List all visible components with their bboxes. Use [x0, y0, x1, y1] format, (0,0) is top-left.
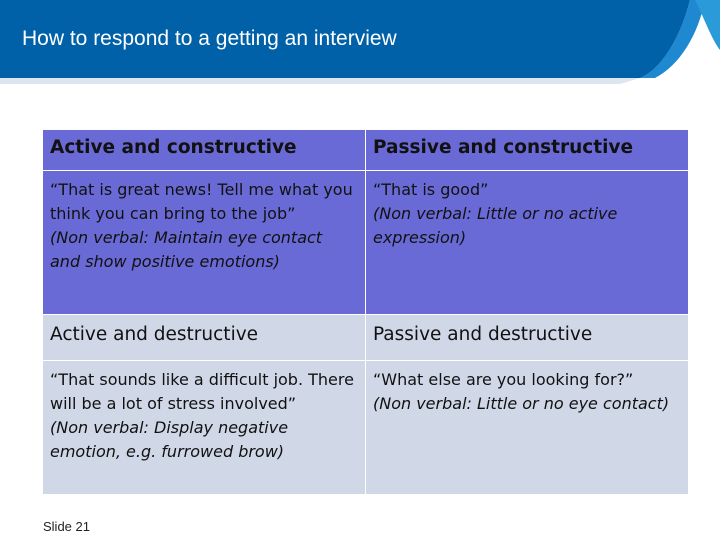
table-row	[43, 171, 689, 315]
cell-passive-destructive-example	[365, 361, 688, 495]
cell-passive-constructive-heading	[365, 130, 688, 171]
table-row	[43, 361, 689, 495]
cell-active-destructive-example	[43, 361, 366, 495]
slide-title: How to respond to a getting an interview	[22, 27, 397, 50]
heading-passive-destructive: Passive and destructive	[372, 324, 593, 345]
response-matrix	[42, 129, 689, 495]
cell-active-destructive-heading	[43, 315, 366, 361]
heading-passive-constructive: Passive and constructive	[372, 137, 634, 158]
cell-active-constructive-heading	[43, 130, 366, 171]
example-quote: “That sounds like a difficult job. There will be a lot of stress involved”	[50, 370, 354, 413]
example-quote: “That is good”	[372, 180, 489, 199]
cell-passive-destructive-heading	[365, 315, 688, 361]
example-quote: “That is great news! Tell me what you think you can bring to the job”	[50, 180, 353, 223]
nonverbal-note: (Non verbal: Maintain eye contact and show positive emotions)	[50, 228, 323, 271]
heading-active-destructive: Active and destructive	[50, 324, 259, 345]
nonverbal-note: (Non verbal: Little or no active expression)	[372, 204, 618, 247]
cell-passive-constructive-example	[365, 171, 688, 315]
table-row	[43, 130, 689, 171]
cell-active-constructive-example	[43, 171, 366, 315]
table-row	[43, 315, 689, 361]
example-quote: “What else are you looking for?”	[372, 370, 634, 389]
heading-active-constructive: Active and constructive	[50, 137, 297, 158]
nonverbal-note: (Non verbal: Display negative emotion, e.g. furrowed brow)	[50, 418, 289, 461]
nonverbal-note: (Non verbal: Little or no eye contact)	[372, 394, 670, 413]
slide-number: Slide 21	[43, 519, 90, 534]
